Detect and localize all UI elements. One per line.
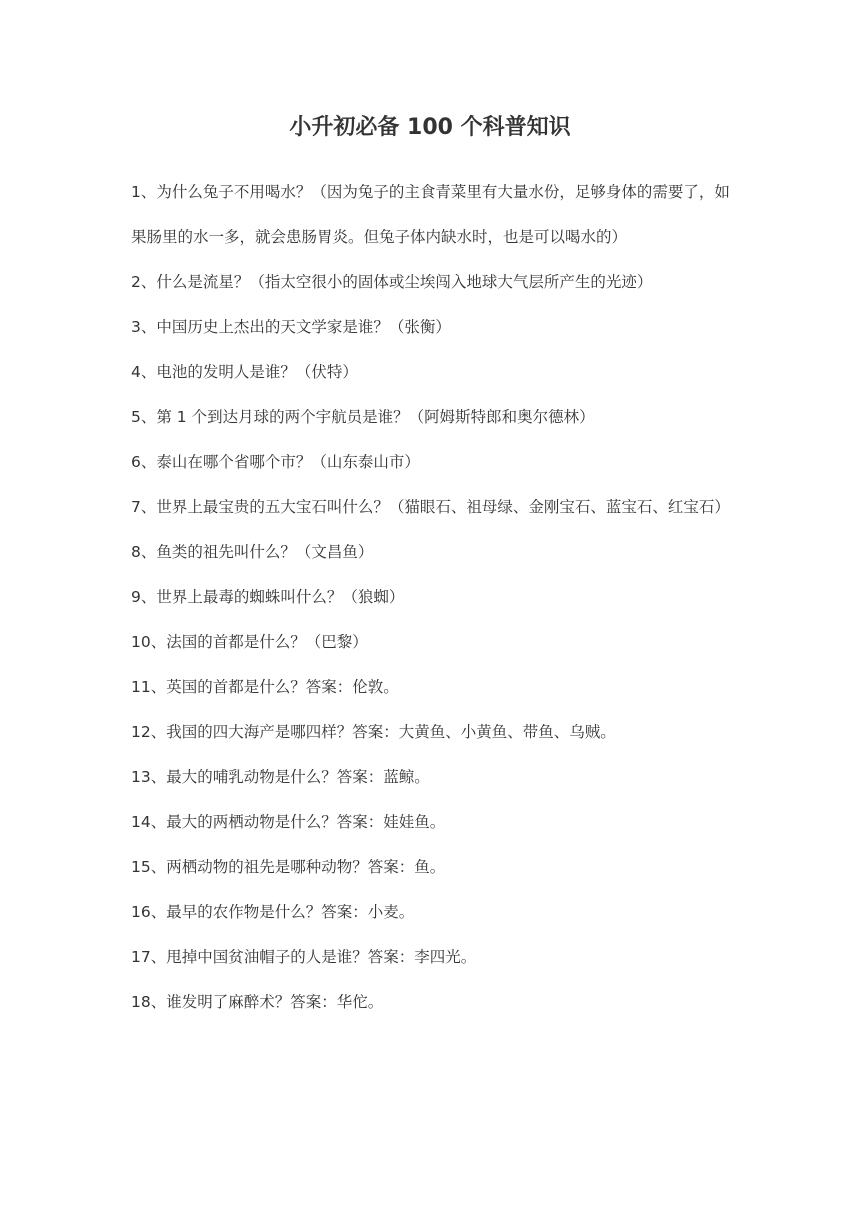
list-item: 5、第 1 个到达月球的两个宇航员是谁？（阿姆斯特郎和奥尔德林） (131, 408, 595, 426)
list-item: 13、最大的哺乳动物是什么？答案：蓝鲸。 (131, 768, 430, 786)
list-item: 3、中国历史上杰出的天文学家是谁？（张衡） (131, 318, 451, 336)
list-item: 16、最早的农作物是什么？答案：小麦。 (131, 903, 415, 921)
list-item: 10、法国的首都是什么？（巴黎） (131, 633, 368, 651)
list-item: 2、什么是流星？（指太空很小的固体或尘埃闯入地球大气层所产生的光迹） (131, 273, 653, 291)
list-item: 11、英国的首都是什么？答案：伦敦。 (131, 678, 399, 696)
list-item: 15、两栖动物的祖先是哪种动物？答案：鱼。 (131, 858, 446, 876)
knowledge-list (131, 170, 731, 1025)
list-item: 7、世界上最宝贵的五大宝石叫什么？（猫眼石、祖母绿、金刚宝石、蓝宝石、红宝石） (131, 498, 730, 516)
list-item: 6、泰山在哪个省哪个市？（山东泰山市） (131, 453, 420, 471)
list-item: 12、我国的四大海产是哪四样？答案：大黄鱼、小黄鱼、带鱼、乌贼。 (131, 723, 616, 741)
list-item: 17、甩掉中国贫油帽子的人是谁？答案：李四光。 (131, 948, 477, 966)
list-item: 4、电池的发明人是谁？（伏特） (131, 363, 358, 381)
list-item: 9、世界上最毒的蜘蛛叫什么？（狼蜘） (131, 588, 405, 606)
document-title: 小升初必备 100 个科普知识 (289, 115, 571, 140)
list-item: 14、最大的两栖动物是什么？答案：娃娃鱼。 (131, 813, 446, 831)
list-item: 8、鱼类的祖先叫什么？（文昌鱼） (131, 543, 374, 561)
list-item: 18、谁发明了麻醉术？答案：华佗。 (131, 993, 384, 1011)
list-item: 1、为什么兔子不用喝水？（因为兔子的主食青菜里有大量水份，足够身体的需要了，如果肠里的水一多，就会患肠胃炎。但兔子体内缺水时，也是可以喝水的） (131, 183, 730, 246)
